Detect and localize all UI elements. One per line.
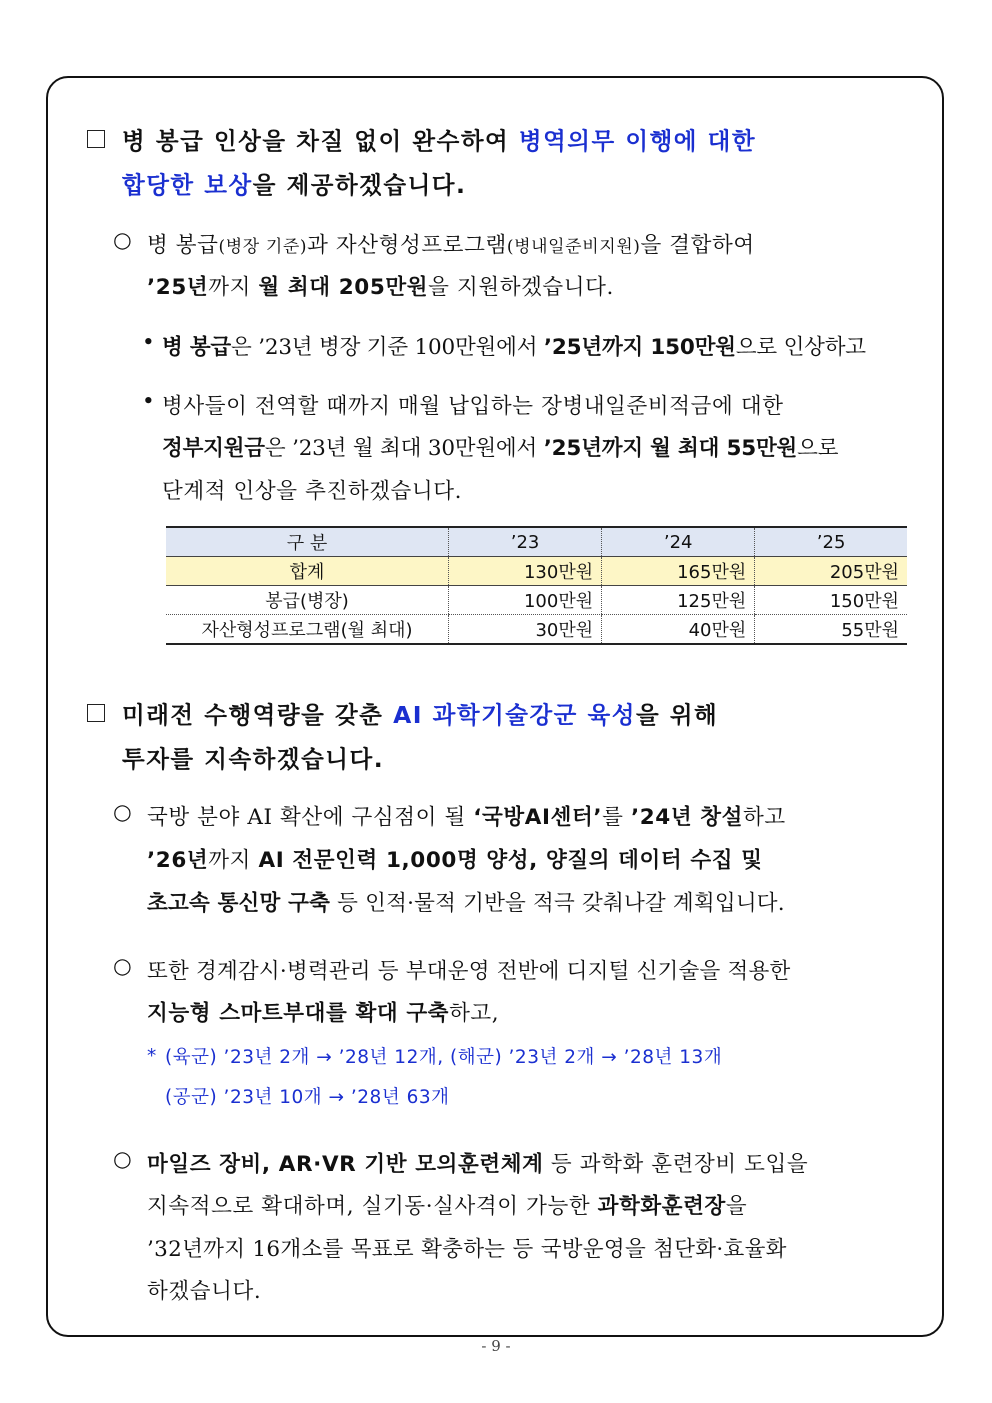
text: 으로 인상하고 bbox=[735, 335, 866, 360]
s2-note-marker: * bbox=[147, 1046, 157, 1067]
text: 은 ’23년 월 최대 30만원에서 bbox=[264, 436, 544, 461]
s1-bullet1-line2 bbox=[147, 270, 614, 301]
section2-heading-line1 bbox=[122, 696, 718, 730]
text: 을 지원하겠습니다. bbox=[428, 275, 614, 300]
s1-dot2-line3: 단계적 인상을 추진하겠습니다. bbox=[162, 479, 463, 504]
section1-heading-text2: 을 제공하겠습니다. bbox=[252, 171, 467, 199]
text: 마일즈 장비, AR·VR 기반 모의훈련체계 bbox=[147, 1152, 544, 1177]
section1-heading-text: 병 봉급 인상을 차질 없이 완수하여 bbox=[122, 127, 519, 155]
s2-bullet2-line1: 또한 경계감시·병력관리 등 부대운영 전반에 디지털 신기술을 적용한 bbox=[147, 959, 791, 984]
text: 을 결합하여 bbox=[640, 233, 755, 258]
table-cell: 130만원 bbox=[449, 557, 602, 586]
s1-dot2-marker: • bbox=[142, 389, 156, 414]
text: 지속적으로 확대하며, 실기동·실사격이 가능한 bbox=[147, 1194, 598, 1219]
text: ’25년 bbox=[147, 275, 209, 300]
table-row bbox=[166, 615, 907, 645]
table-header: ’23 bbox=[449, 527, 602, 557]
text: 지능형 스마트부대를 확대 구축 bbox=[147, 1001, 450, 1026]
text: 과 자산형성프로그램 bbox=[307, 233, 507, 258]
section2-heading-text-end: 을 위해 bbox=[635, 701, 719, 729]
text: ’25년까지 150만원 bbox=[543, 335, 736, 360]
text: 하고 bbox=[743, 805, 786, 830]
text: AI 전문인력 1,000명 양성, 양질의 데이터 수집 및 bbox=[258, 848, 763, 873]
table-row bbox=[166, 586, 907, 615]
text: 을 bbox=[725, 1194, 748, 1219]
s2-note-line1: (육군) ’23년 2개 → ’28년 12개, (해군) ’23년 2개 → ’28년 13개 bbox=[165, 1047, 723, 1068]
text: 병 봉급 bbox=[147, 233, 219, 258]
text: 정부지원금 bbox=[162, 436, 265, 461]
s2-bullet1-line3 bbox=[147, 886, 785, 917]
table-header: ’24 bbox=[602, 527, 755, 557]
text: 국방 분야 AI 확산에 구심점이 될 bbox=[147, 805, 474, 830]
text: (병장 기준) bbox=[218, 237, 308, 257]
s2-bullet2-marker: ○ bbox=[113, 954, 133, 979]
table-row bbox=[166, 557, 907, 586]
page-number: - 9 - bbox=[481, 1337, 511, 1355]
section1-heading-line2 bbox=[122, 166, 466, 200]
text: 과학화훈련장 bbox=[597, 1194, 726, 1219]
text: ‘국방AI센터’ bbox=[473, 805, 603, 830]
s2-bullet3-line1 bbox=[147, 1147, 808, 1178]
text: ’26년 bbox=[147, 848, 209, 873]
s2-bullet1-line1 bbox=[147, 800, 786, 831]
text: 으로 bbox=[797, 436, 839, 461]
s2-note-line2: (공군) ’23년 10개 → ’28년 63개 bbox=[165, 1087, 450, 1108]
table-cell: 205만원 bbox=[755, 557, 907, 586]
table-cell: 55만원 bbox=[755, 615, 907, 645]
text: (병내일준비지원) bbox=[506, 237, 641, 257]
s2-bullet3-line3: ’32년까지 16개소를 목표로 확충하는 등 국방운영을 첨단화·효율화 bbox=[147, 1237, 787, 1262]
s2-bullet3-marker: ○ bbox=[113, 1147, 133, 1172]
s1-dot1-marker: • bbox=[142, 330, 156, 355]
section2-heading-text: 미래전 수행역량을 갖춘 bbox=[122, 701, 394, 729]
s2-bullet1-line2 bbox=[147, 843, 763, 874]
s2-bullet1-marker: ○ bbox=[113, 800, 133, 825]
table-header: 구 분 bbox=[166, 527, 449, 557]
s2-bullet3-line2 bbox=[147, 1189, 747, 1220]
text: 까지 bbox=[208, 275, 259, 300]
text: 월 최대 205만원 bbox=[258, 275, 429, 300]
table-cell: 150만원 bbox=[755, 586, 907, 615]
table-cell: 40만원 bbox=[602, 615, 755, 645]
table-cell: 100만원 bbox=[449, 586, 602, 615]
section1-checkbox bbox=[87, 130, 105, 148]
s1-bullet1-line1 bbox=[147, 228, 755, 259]
s1-bullet1-marker: ○ bbox=[113, 228, 133, 253]
text: 은 ’23년 병장 기준 100만원에서 bbox=[231, 335, 544, 360]
section1-heading-highlight2: 합당한 보상 bbox=[122, 171, 253, 199]
text: ’25년까지 월 최대 55만원 bbox=[543, 436, 798, 461]
table-cell: 합계 bbox=[166, 557, 449, 586]
s2-bullet2-line2 bbox=[147, 996, 499, 1027]
salary-table bbox=[166, 526, 907, 645]
text: ’24년 창설 bbox=[630, 805, 744, 830]
s1-dot1-line bbox=[162, 330, 866, 361]
s2-bullet3-line4: 하겠습니다. bbox=[147, 1279, 262, 1304]
table-cell: 30만원 bbox=[449, 615, 602, 645]
s1-dot2-line1: 병사들이 전역할 때까지 매월 납입하는 장병내일준비적금에 대한 bbox=[162, 394, 784, 419]
table-cell: 165만원 bbox=[602, 557, 755, 586]
table-cell: 봉급(병장) bbox=[166, 586, 449, 615]
text: 등 인적·물적 기반을 적극 갖춰나갈 계획입니다. bbox=[330, 891, 785, 916]
text: 등 과학화 훈련장비 도입을 bbox=[543, 1152, 809, 1177]
table-cell: 125만원 bbox=[602, 586, 755, 615]
table-header: ’25 bbox=[755, 527, 907, 557]
text: 병 봉급 bbox=[162, 335, 231, 360]
section2-heading-line2: 투자를 지속하겠습니다. bbox=[122, 745, 385, 773]
section2-checkbox bbox=[87, 704, 105, 722]
table-cell: 자산형성프로그램(월 최대) bbox=[166, 615, 449, 645]
text: 하고, bbox=[449, 1001, 500, 1026]
text: 초고속 통신망 구축 bbox=[147, 891, 331, 916]
text: 까지 bbox=[208, 848, 259, 873]
s1-dot2-line2 bbox=[162, 431, 838, 462]
section1-heading-line1 bbox=[122, 122, 756, 156]
section1-heading-highlight: 병역의무 이행에 대한 bbox=[518, 127, 757, 155]
section2-heading-highlight: AI 과학기술강군 육성 bbox=[393, 701, 636, 729]
table-header-row bbox=[166, 527, 907, 557]
text: 를 bbox=[602, 805, 631, 830]
